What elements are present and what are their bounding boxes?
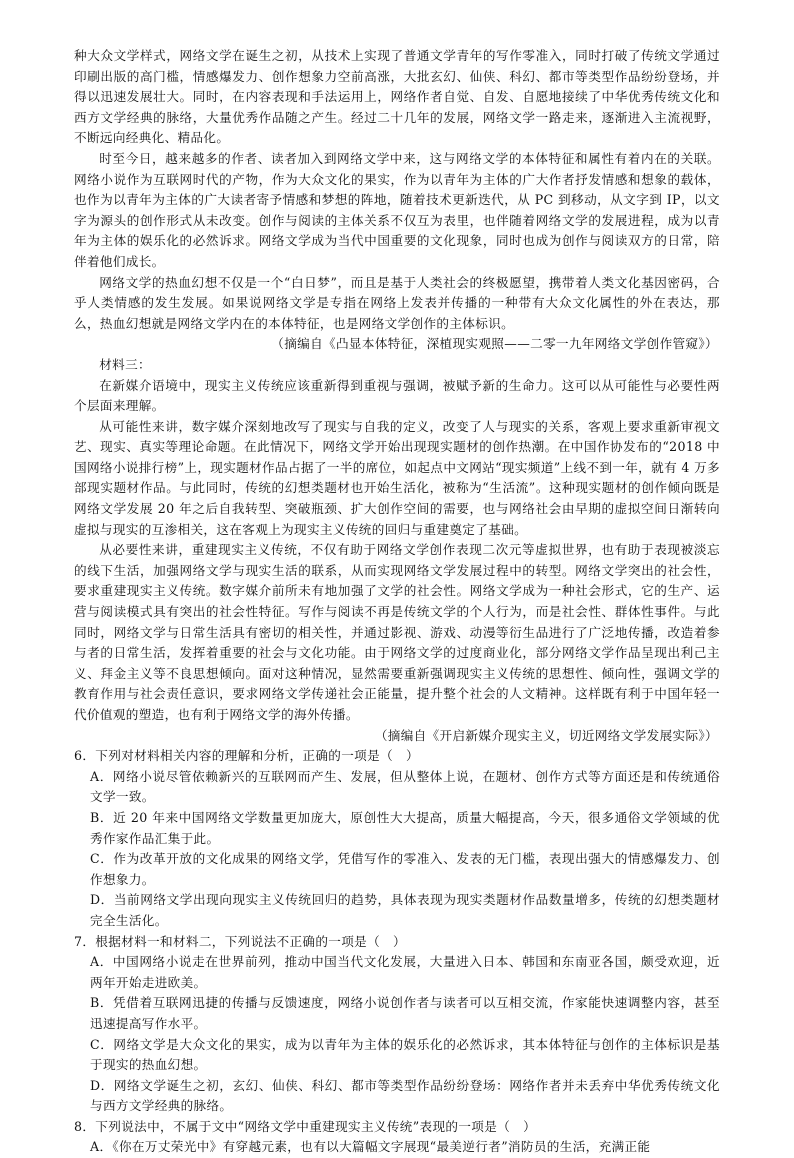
source-citation: （摘编自《开启新媒介现实主义，切近网络文学发展实际》） [374,727,718,743]
option-list [74,1137,720,1158]
material-label: 材料三： [99,356,151,372]
paragraph: 从可能性来讲，数字媒介深刻地改写了现实与自我的定义，改变了人与现实的关系，客观上要求重新审视文艺、现实、真实等理论命题。在此情况下，网络文学开始出现现实题材的创作热潮。在中国作协发布的“2018 中国网络小说排行榜”上，现实题材作品占据了一半的席位，如起点中文网站“现实频道”上线不到一年，就有 4 万多部现实题材作品。与此同时，传统的幻想类题材也开始生活化，被称为“生活流”。这种现实题材的创作倾向既是网络文学发展 20 年之后自我转型、突破瓶颈、扩大创作空间的需要，也与网络社会由早期的虚拟空间日渐转向虚拟与现实的互渗相关，这在客观上为现实主义传统的回归与重建奠定了基础。 [74,418,720,537]
question-stem: 8．下列说法中，不属于文中“网络文学中重建现实主义传统”表现的一项是（ ） [74,1118,537,1134]
question-8 [74,1117,720,1158]
paragraph: 从必要性来讲，重建现实主义传统，不仅有助于网络文学创作表现二次元等虚拟世界，也有助于表现被淡忘的线下生活，加强网络文学与现实生活的联系，从而实现网络文学发展过程中的转型。网络文学突出的社会性，要求重建现实主义传统。数字媒介前所未有地加强了文学的社会性。网络文学成为一种社会形式，它的生产、运营与阅读模式具有突出的社会性特征。写作与阅读不再是传统文学的个人行为，而是社会性、群体性事件。与此同时，网络文学与日常生活具有密切的相关性，并通过影视、游戏、动漫等衍生品进行了广泛地传播，改造着参与者的日常生活，发挥着重要的社会与文化功能。由于网络文学的过度商业化，部分网络文学作品呈现出利己主义、拜金主义等不良思想倾向。面对这种情况，显然需要重新强调现实主义传统的思想性、倾向性，强调文学的教育作用与社会责任意识，要求网络文学传递社会正能量，提升整个社会的人文精神。这样既有利于中国年轻一代价值观的塑造，也有利于网络文学的海外传播。 [74,542,720,722]
question-7 [74,932,720,1117]
option-b: B．凭借着互联网迅捷的传播与反馈速度，网络小说创作者与读者可以互相交流，作家能快速调整内容，甚至迅速提高写作水平。 [90,995,720,1031]
option-b: B．近 20 年来中国网络文学数量更加庞大，原创性大大提高，质量大幅提高，今天，很多通俗文学领域的优秀作家作品汇集于此。 [90,809,720,846]
question-6 [74,746,720,931]
option-a: A．《你在万丈荣光中》有穿越元素，也有以大篇幅文字展现“最美逆行者”消防员的生活，充满正能 [90,1139,651,1155]
question-stem: 7．根据材料一和材料二，下列说法不正确的一项是（ ） [74,933,406,949]
option-a: A．网络小说尽管依赖新兴的互联网而产生、发展，但从整体上说，在题材、创作方式等方面还是和传统通俗文学一致。 [90,768,720,805]
question-stem: 6．下列对材料相关内容的理解和分析，正确的一项是（ ） [74,748,419,764]
option-d: D．当前网络文学出现向现实主义传统回归的趋势，具体表现为现实类题材作品数量增多，传统的幻想类题材完全生活化。 [90,892,720,928]
paragraph-continuation: 种大众文学样式，网络文学在诞生之初，从技术上实现了普通文学青年的写作零准入，同时打破了传统文学通过印刷出版的高门槛，情感爆发力、创作想象力空前高涨，大批玄幻、仙侠、科幻、都市等类型作品纷纷登场，并得以迅速发展壮大。同时，在内容表现和手法运用上，网络作者自觉、自发、自愿地接续了中华优秀传统文化和西方文学经典的脉络，大量优秀作品随之产生。经过二十几年的发展，网络文学一路走来，逐渐进入主流视野，不断远向经典化、精品化。 [74,48,720,146]
paragraph: 时至今日，越来越多的作者、读者加入到网络文学中来，这与网络文学的本体特征和属性有着内在的关联。网络小说作为互联网时代的产物，作为大众文化的果实，作为以青年为主体的广大作者抒发情感和想象的载体，也作为以青年为主体的广大读者寄予情感和梦想的阵地，随着技术更新迭代，从 PC 到移动，从文字到 IP，以文字为源头的创作形式从未改变。创作与阅读的主体关系不仅互为表里，也伴随着网络文学的发展进程，成为以青年为主体的娱乐化的必然诉求。网络文学成为当代中国重要的文化现象，同时也成为创作与阅读双方的日常，陪伴着他们成长。 [74,150,720,269]
option-c: C．作为改革开放的文化成果的网络文学，凭借写作的零准入、发表的无门槛，表现出强大的情感爆发力、创作想象力。 [90,851,720,887]
paragraph: 网络文学的热血幻想不仅是一个“白日梦”，而且是基于人类社会的终极愿望，携带着人类文化基因密码，合乎人类情感的发生发展。如果说网络文学是专指在网络上发表并传播的一种带有大众文化属性的外在表达，那么，热血幻想就是网络文学内在的本体特征，也是网络文学创作的主体标识。 [74,274,720,331]
option-d: D．网络文学诞生之初，玄幻、仙侠、科幻、都市等类型作品纷纷登场：网络作者并未丢弃中华优秀传统文化与西方文学经典的脉络。 [90,1077,720,1114]
document-body [74,46,720,1158]
paragraph: 在新媒介语境中，现实主义传统应该重新得到重视与强调，被赋予新的生命力。这可以从可能性与必要性两个层面来理解。 [74,377,720,414]
source-citation: （摘编自《凸显本体特征，深植现实观照——二零一九年网络文学创作管窥》） [271,336,718,352]
option-c: C．网络文学是大众文化的果实，成为以青年为主体的娱乐化的必然诉求，其本体特征与创作的主体标识是基于现实的热血幻想。 [90,1036,720,1073]
option-list [74,767,720,932]
option-list [74,952,720,1117]
option-a: A．中国网络小说走在世界前列，推动中国当代文化发展，大量进入日本、韩国和东南亚各国，颇受欢迎，近两年开始走进欧美。 [90,954,720,990]
